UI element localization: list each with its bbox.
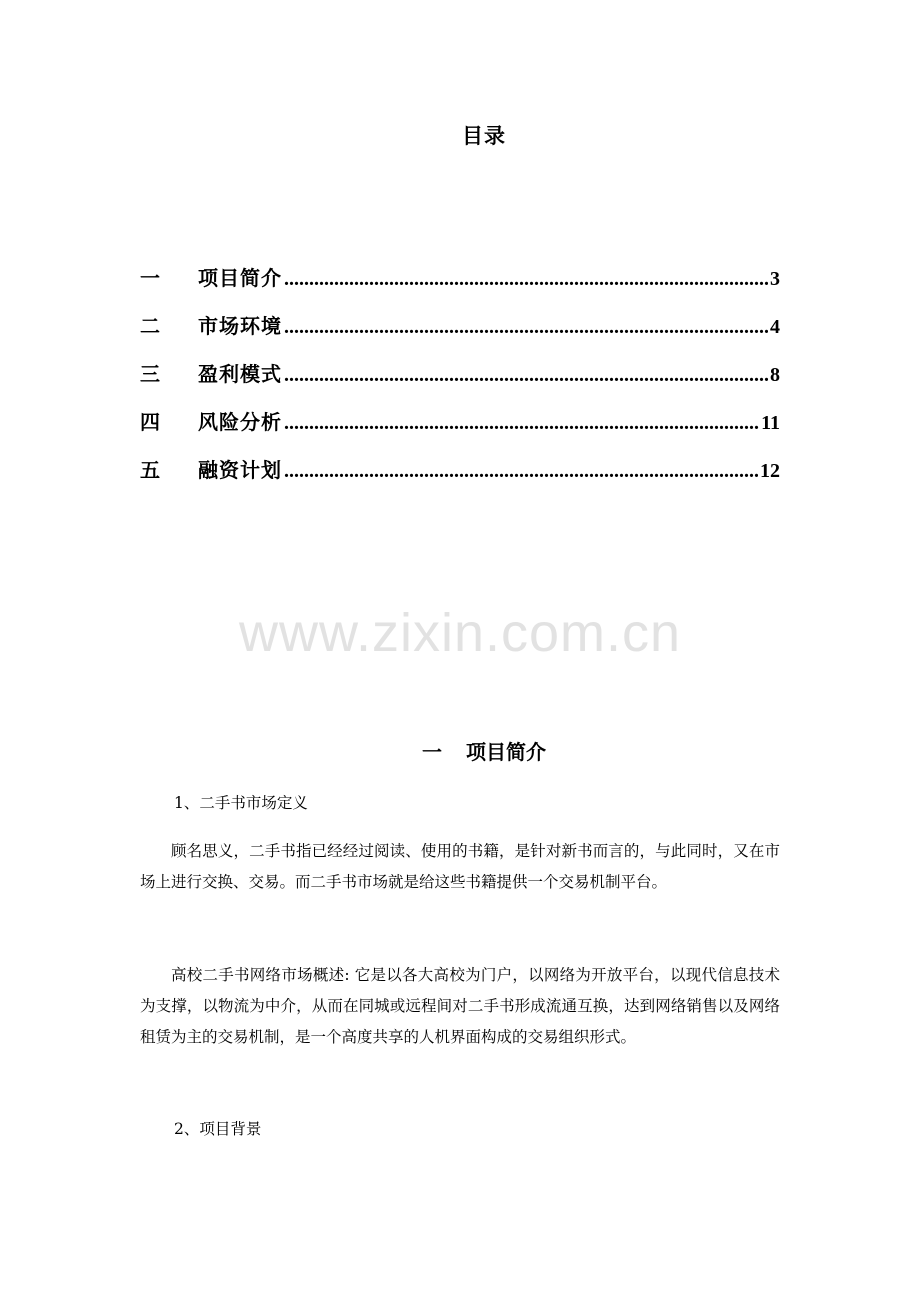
toc-entry-number: 五 [140, 458, 160, 482]
toc-entry-label: 市场环境 [198, 314, 282, 338]
toc-entry-label: 风险分析 [198, 410, 282, 434]
subheading-project-background: 2、项目背景 [174, 1120, 262, 1138]
toc-leader-dots [284, 364, 768, 387]
toc-entry-label: 盈利模式 [198, 362, 282, 386]
paragraph-definition [140, 836, 780, 898]
toc-leader-dots [284, 268, 768, 291]
toc-entry-page: 3 [770, 268, 780, 290]
toc-entry-number: 一 [140, 266, 160, 290]
paragraph-overview [140, 960, 780, 1053]
table-of-contents [140, 262, 780, 502]
toc-entry-label: 项目简介 [198, 266, 282, 290]
toc-entry-page: 8 [770, 364, 780, 386]
toc-entry-label: 融资计划 [198, 458, 282, 482]
toc-entry-page: 12 [760, 460, 780, 482]
toc-leader-dots [284, 412, 759, 435]
toc-entry-number: 四 [140, 410, 160, 434]
paragraph-text: 高校二手书网络市场概述: 它是以各大高校为门户，以网络为开放平台，以现代信息技术为支撑，以物流为中介，从而在同城或远程间对二手书形成流通互换，达到网络销售以及网络租赁为主的交易机制，是一个高度共享的人机界面构成的交易组织形式。 [140, 966, 780, 1046]
toc-leader-dots [284, 460, 758, 483]
toc-entry[interactable] [140, 358, 780, 406]
paragraph-text: 顾名思义，二手书指已经经过阅读、使用的书籍，是针对新书而言的，与此同时，又在市场上进行交换、交易。而二手书市场就是给这些书籍提供一个交易机制平台。 [140, 842, 780, 891]
toc-entry-number: 三 [140, 362, 160, 386]
toc-entry[interactable] [140, 454, 780, 502]
section-heading [0, 736, 920, 765]
toc-entry-page: 4 [770, 316, 780, 338]
toc-entry-page: 11 [761, 412, 780, 434]
toc-leader-dots [284, 316, 768, 339]
toc-title: 目录 [462, 124, 506, 148]
toc-entry[interactable] [140, 406, 780, 454]
section-number: 一 [422, 740, 442, 764]
watermark: www.zixin.com.cn [238, 603, 682, 663]
toc-entry[interactable] [140, 262, 780, 310]
toc-entry-number: 二 [140, 314, 160, 338]
section-title-text: 项目简介 [466, 740, 546, 764]
toc-entry[interactable] [140, 310, 780, 358]
subheading-market-definition: 1、二手书市场定义 [174, 794, 308, 812]
